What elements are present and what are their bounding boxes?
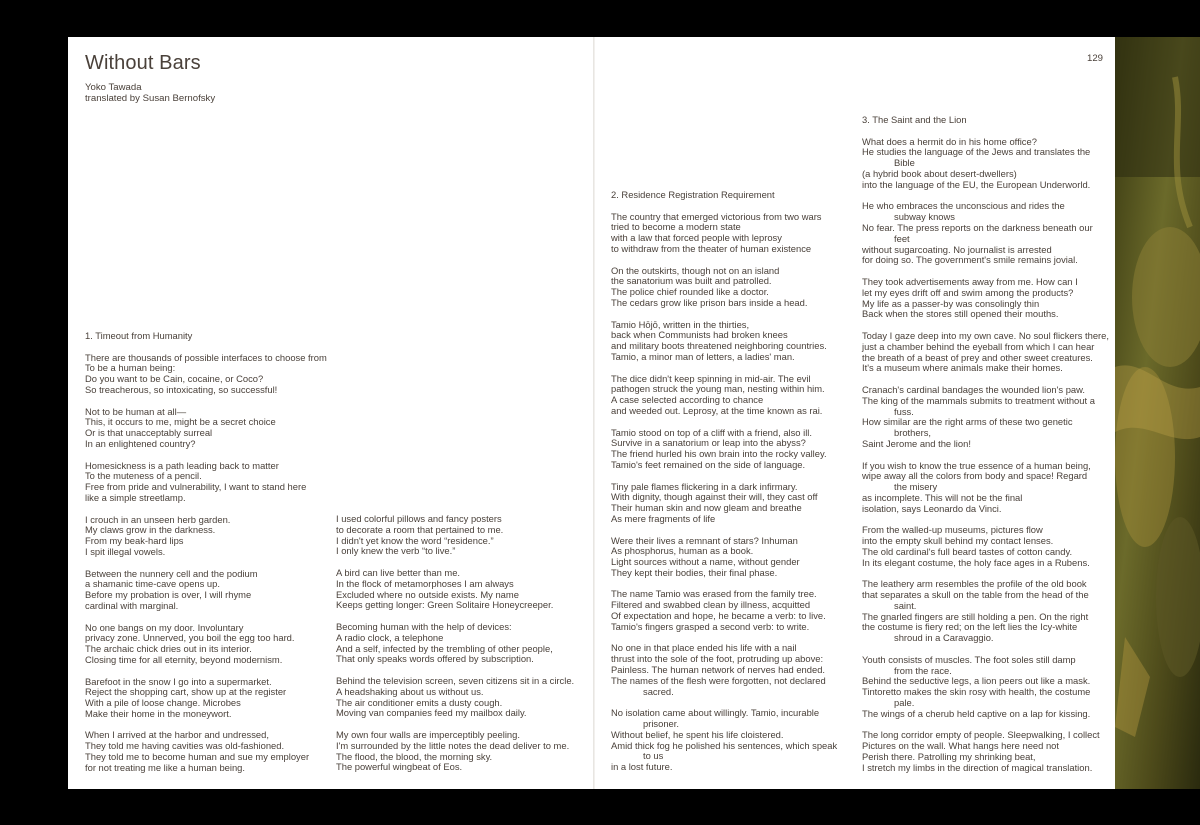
poem-line: If you wish to know the true essence of a human being, — [862, 459, 1091, 471]
poem-line: Saint Jerome and the lion! — [862, 437, 971, 449]
poem-line: into the empty skull behind my contact lenses. — [862, 535, 1054, 547]
poem-line: Tamio, a minor man of letters, a ladies' man. — [611, 350, 795, 362]
poem-line: Tamio stood on top of a cliff with a friend, also ill. — [611, 426, 812, 438]
stanza — [862, 579, 1102, 644]
poem-line: and military boots threatened neighboring countries. — [611, 340, 827, 352]
poem-line: No one bangs on my door. Involuntary — [85, 621, 244, 633]
poem-line: wipe away all the colors from body and space! Regard — [862, 470, 1088, 482]
poem-line: the sanatorium was built and patrolled. — [611, 275, 772, 287]
poem-line: In an enlightened country? — [85, 437, 196, 449]
poem-line: My own four walls are imperceptibly peeling. — [336, 728, 520, 740]
poem-line: There are thousands of possible interfaces to choose from — [85, 351, 327, 363]
stanza — [862, 730, 1102, 773]
stanza — [862, 137, 1102, 191]
poem-line: (a hybrid book about desert-dwellers) — [862, 167, 1017, 179]
poem-line: No isolation came about willingly. Tamio, incurable — [611, 707, 820, 719]
poem-line: Filtered and swabbed clean by illness, acquitted — [611, 599, 811, 611]
stanza — [611, 374, 851, 417]
poem-line: I used colorful pillows and fancy posters — [336, 513, 502, 524]
poem-line: brothers, — [894, 427, 931, 439]
stanza — [862, 329, 1109, 374]
stanza — [611, 266, 851, 309]
poem-line: Back when the stores still opened their mouths. — [862, 308, 1059, 320]
poem-line: Or is that unacceptably surreal — [85, 427, 213, 439]
poem-line: shroud in a Caravaggio. — [894, 632, 994, 644]
section-heading: 2. Residence Registration Requirement — [611, 189, 775, 200]
stanza — [862, 385, 1102, 450]
poem-line: To be a human being: — [85, 362, 176, 374]
poem-line: Tamio's fingers grasped a second verb: to write. — [611, 620, 810, 632]
poem-line: In the flock of metamorphoses I am always — [336, 577, 514, 589]
stanza — [85, 677, 335, 720]
article-title: Without Bars — [85, 52, 201, 74]
poem-line: The long corridor empty of people. Sleepwalking, I collect — [862, 729, 1100, 741]
stanza — [336, 622, 586, 665]
stanza — [85, 407, 335, 450]
poem-line: Behind the television screen, seven citizens sit in a circle. — [336, 674, 575, 686]
stanza — [611, 589, 851, 632]
stanza — [611, 536, 851, 579]
stanza — [611, 643, 851, 697]
poem-line: privacy zone. Unnerved, you boil the egg too hard. — [85, 632, 295, 644]
poem-line: A case selected according to chance — [611, 394, 764, 406]
poem-line: The wings of a cherub held captive on a lap for kissing. — [862, 707, 1091, 719]
stanza — [611, 428, 851, 471]
poem-line: They kept their bodies, their final phase. — [611, 566, 778, 578]
poem-line: With a pile of loose change. Microbes — [85, 697, 241, 709]
poem-line: What does a hermit do in his home office? — [862, 135, 1037, 147]
poem-line: No fear. The press reports on the darkness beneath our — [862, 221, 1093, 233]
poem-line: Closing time for all eternity, beyond modernism. — [85, 653, 283, 665]
poem-line: My claws grow in the darkness. — [85, 524, 216, 536]
poem-line: How similar are the right arms of these two genetic — [862, 416, 1073, 428]
poem-line: feet — [894, 232, 910, 244]
poem-line: pathogen struck the young man, nesting within him. — [611, 383, 825, 395]
poem-line: Without belief, he spent his life cloistered. — [611, 728, 784, 740]
poem-line: The king of the mammals submits to treatment without a — [862, 394, 1095, 406]
poem-line: The dice didn't keep spinning in mid-air. The evil — [611, 372, 811, 384]
poem-line: The flood, the blood, the morning sky. — [336, 750, 493, 762]
article-byline — [85, 83, 215, 104]
poem-line: It's a museum where animals make their homes. — [862, 362, 1063, 374]
stanza — [336, 568, 586, 611]
poem-line: A bird can live better than me. — [336, 566, 461, 578]
poem-line: the costume is fiery red; on the left lies the Icy-white — [862, 621, 1078, 633]
stanza — [336, 676, 586, 719]
stanza — [336, 514, 586, 557]
poem-line: back when Communists had broken knees — [611, 329, 788, 341]
poem-line: And a self, infected by the trembling of other people, — [336, 642, 553, 654]
stanza — [862, 277, 1102, 320]
poem-line: Becoming human with the help of devices: — [336, 620, 512, 632]
poem-line: The gnarled fingers are still holding a pen. On the right — [862, 610, 1089, 622]
poem-line: subway knows — [894, 211, 955, 223]
poem-line: Not to be human at all— — [85, 405, 187, 417]
poem-line: Amid thick fog he polished his sentences, which speak — [611, 739, 838, 751]
poem-line: Tintoretto makes the skin rosy with health, the costume — [862, 686, 1091, 698]
poem-line: In its elegant costume, the holy face ages in a Rubens. — [862, 556, 1090, 568]
poem-line: Tamio's feet remained on the side of language. — [611, 458, 806, 470]
poem-line: that separates a skull on the table from the head of the — [862, 589, 1089, 601]
stanza — [611, 482, 851, 525]
poem-line: As phosphorus, human as a book. — [611, 545, 754, 557]
poem-line: As mere fragments of life — [611, 512, 716, 524]
poem-line: The country that emerged victorious from two wars — [611, 210, 822, 222]
poem-line: Between the nunnery cell and the podium — [85, 567, 258, 579]
poem-line: Barefoot in the snow I go into a supermarket. — [85, 675, 272, 687]
poem-line: He studies the language of the Jews and translates the — [862, 146, 1091, 158]
poem-line: Today I gaze deep into my own cave. No soul flickers there, — [862, 329, 1109, 341]
poem-line: without sugarcoating. No journalist is arrested — [862, 243, 1052, 255]
poem-line: That only speaks words offered by subscription. — [336, 653, 534, 665]
poem-line: The leathery arm resembles the profile of the old book — [862, 578, 1087, 590]
poem-line: Bible — [894, 157, 915, 169]
poem-line: They told me to become human and sue my employer — [85, 751, 310, 763]
poem-line: The powerful wingbeat of Eos. — [336, 761, 463, 773]
book-gutter — [593, 37, 595, 789]
poem-line: and weeded out. Leprosy, at the time known as rai. — [611, 404, 823, 416]
poem-line: thrust into the sole of the foot, protruding up above: — [611, 653, 824, 665]
poem-line: into the language of the EU, the European Underworld. — [862, 178, 1091, 190]
poem-line: Free from pride and vulnerability, I want to stand here — [85, 481, 307, 493]
poem-line: a shamanic time-cave opens up. — [85, 578, 220, 590]
stanza — [85, 353, 335, 396]
poem-line: The friend hurled his own brain into the rocky valley. — [611, 448, 827, 460]
poem-line: as incomplete. This will not be the final — [862, 491, 1023, 503]
poem-line: Keeps getting longer: Green Solitaire Honeycreeper. — [336, 599, 554, 611]
poem-line: Light sources without a name, without gender — [611, 556, 800, 568]
poem-line: Tiny pale flames flickering in a dark infirmary. — [611, 480, 798, 492]
poem-line: to us — [643, 750, 664, 762]
poem-line: to withdraw from the theater of human existence — [611, 242, 812, 254]
poem-line: in a lost future. — [611, 761, 673, 773]
stanza — [862, 461, 1102, 515]
poem-line: fuss. — [894, 405, 914, 417]
poem-line: cardinal with marginal. — [85, 599, 179, 611]
stanza — [862, 655, 1102, 720]
poem-line: tried to become a modern state — [611, 221, 741, 233]
poem-line: like a simple streetlamp. — [85, 491, 186, 503]
poem-line: With dignity, though against their will, they cast off — [611, 491, 818, 503]
poem-line: When I arrived at the harbor and undressed, — [85, 729, 269, 741]
poem-line: Homesickness is a path leading back to matter — [85, 459, 279, 471]
poem-line: the breath of a beast of prey and other sweet creatures. — [862, 351, 1093, 363]
poem-line: with a law that forced people with leprosy — [611, 232, 782, 244]
poem-line: Make their home in the moneywort. — [85, 707, 232, 719]
poem-line: To the muteness of a pencil. — [85, 470, 202, 482]
section-1-column — [85, 331, 335, 784]
poem-line: to decorate a room that pertained to me. — [336, 523, 504, 535]
page-number: 129 — [1087, 53, 1104, 64]
poem-line: From my beak-hard lips — [85, 535, 184, 547]
stanza — [336, 730, 586, 773]
poem-line: for doing so. The government's smile remains jovial. — [862, 254, 1078, 266]
poem-line: Survive in a sanatorium or leap into the abyss? — [611, 437, 806, 449]
stanza — [85, 730, 335, 773]
poem-line: The police chief rounded like a doctor. — [611, 286, 769, 298]
poem-line: Were their lives a remnant of stars? Inhuman — [611, 534, 798, 546]
poem-line: prisoner. — [643, 718, 679, 730]
poem-line: A headshaking about us without us. — [336, 685, 484, 697]
poem-line: The cedars grow like prison bars inside a head. — [611, 296, 808, 308]
stanza — [85, 461, 335, 504]
poem-line: The name Tamio was erased from the family tree. — [611, 588, 817, 600]
section-3-column — [862, 114, 1109, 784]
poem-line: Excluded where no outside exists. My name — [336, 588, 519, 600]
stanza — [85, 623, 335, 666]
poem-line: He who embraces the unconscious and rides the — [862, 200, 1065, 212]
stanza — [611, 212, 851, 255]
painting-detail-image — [1115, 37, 1200, 789]
poem-line: isolation, says Leonardo da Vinci. — [862, 502, 1002, 514]
poem-line: No one in that place ended his life with a nail — [611, 642, 797, 654]
poem-line: Tamio Hōjō, written in the thirties, — [611, 318, 750, 330]
translator-credit: translated by Susan Bernofsky — [85, 92, 216, 104]
poem-line: just a chamber behind the eyeball from which I can hear — [862, 340, 1095, 352]
poem-line: Do you want to be Cain, cocaine, or Coco? — [85, 373, 264, 385]
poem-line: pale. — [894, 697, 915, 709]
poem-line: The archaic chick dries out in its interior. — [85, 643, 252, 655]
stanza — [85, 515, 335, 558]
poem-line: from the race. — [894, 664, 952, 676]
poem-line: sacred. — [643, 685, 674, 697]
poem-line: Pictures on the wall. What hangs here need not — [862, 740, 1059, 752]
poem-line: for not treating me like a human being. — [85, 761, 245, 773]
poem-line: A radio clock, a telephone — [336, 631, 444, 643]
poem-line: I didn't yet know the word “residence.” — [336, 534, 494, 546]
poem-line: I crouch in an unseen herb garden. — [85, 513, 231, 525]
poem-line: Perish there. Patrolling my shrinking beat, — [862, 751, 1036, 763]
poem-line: From the walled-up museums, pictures flow — [862, 524, 1043, 536]
author-name: Yoko Tawada — [85, 82, 142, 93]
stanza — [85, 569, 335, 612]
poem-line: The names of the flesh were forgotten, not declared — [611, 674, 826, 686]
poem-line: My life as a passer-by was consolingly thin — [862, 297, 1040, 309]
section-heading: 3. The Saint and the Lion — [862, 114, 967, 125]
poem-line: They took advertisements away from me. How can I — [862, 275, 1078, 287]
poem-line: Painless. The human network of nerves had ended. — [611, 664, 826, 676]
stanza — [862, 525, 1102, 568]
poem-line: They told me having cavities was old-fashioned. — [85, 740, 285, 752]
poem-line: Behind the seductive legs, a lion peers out like a mask. — [862, 675, 1091, 687]
stanza — [611, 708, 851, 773]
poem-line: The air conditioner emits a dusty cough. — [336, 696, 503, 708]
poem-line: Their human skin and now gleam and breathe — [611, 502, 802, 514]
section-heading: 1. Timeout from Humanity — [85, 330, 193, 341]
poem-line: Before my probation is over, I will rhyme — [85, 589, 252, 601]
poem-line: I spit illegal vowels. — [85, 545, 166, 557]
poem-line: Cranach's cardinal bandages the wounded lion's paw. — [862, 383, 1085, 395]
stanza — [862, 201, 1102, 266]
stanza — [611, 320, 851, 363]
poem-line: I'm surrounded by the little notes the dead deliver to me. — [336, 739, 570, 751]
poem-line: On the outskirts, though not on an island — [611, 264, 780, 276]
poem-line: Of expectation and hope, he became a verb: to live. — [611, 610, 826, 622]
section-1-continued-column — [336, 514, 586, 784]
poem-line: Moving van companies feed my mailbox daily. — [336, 707, 527, 719]
poem-line: I stretch my limbs in the direction of magical translation. — [862, 761, 1093, 773]
poem-line: Youth consists of muscles. The foot soles still damp — [862, 653, 1076, 665]
poem-line: So treacherous, so intoxicating, so successful! — [85, 383, 278, 395]
poem-line: saint. — [894, 599, 917, 611]
poem-line: This, it occurs to me, might be a secret choice — [85, 416, 276, 428]
poem-line: the misery — [894, 481, 938, 493]
poem-line: The old cardinal's full beard tastes of cotton candy. — [862, 545, 1073, 557]
poem-line: Reject the shopping cart, show up at the register — [85, 686, 287, 698]
section-2-column — [611, 190, 851, 784]
poem-line: I only knew the verb “to live.” — [336, 545, 456, 557]
poem-line: let my eyes drift off and swim among the products? — [862, 286, 1074, 298]
